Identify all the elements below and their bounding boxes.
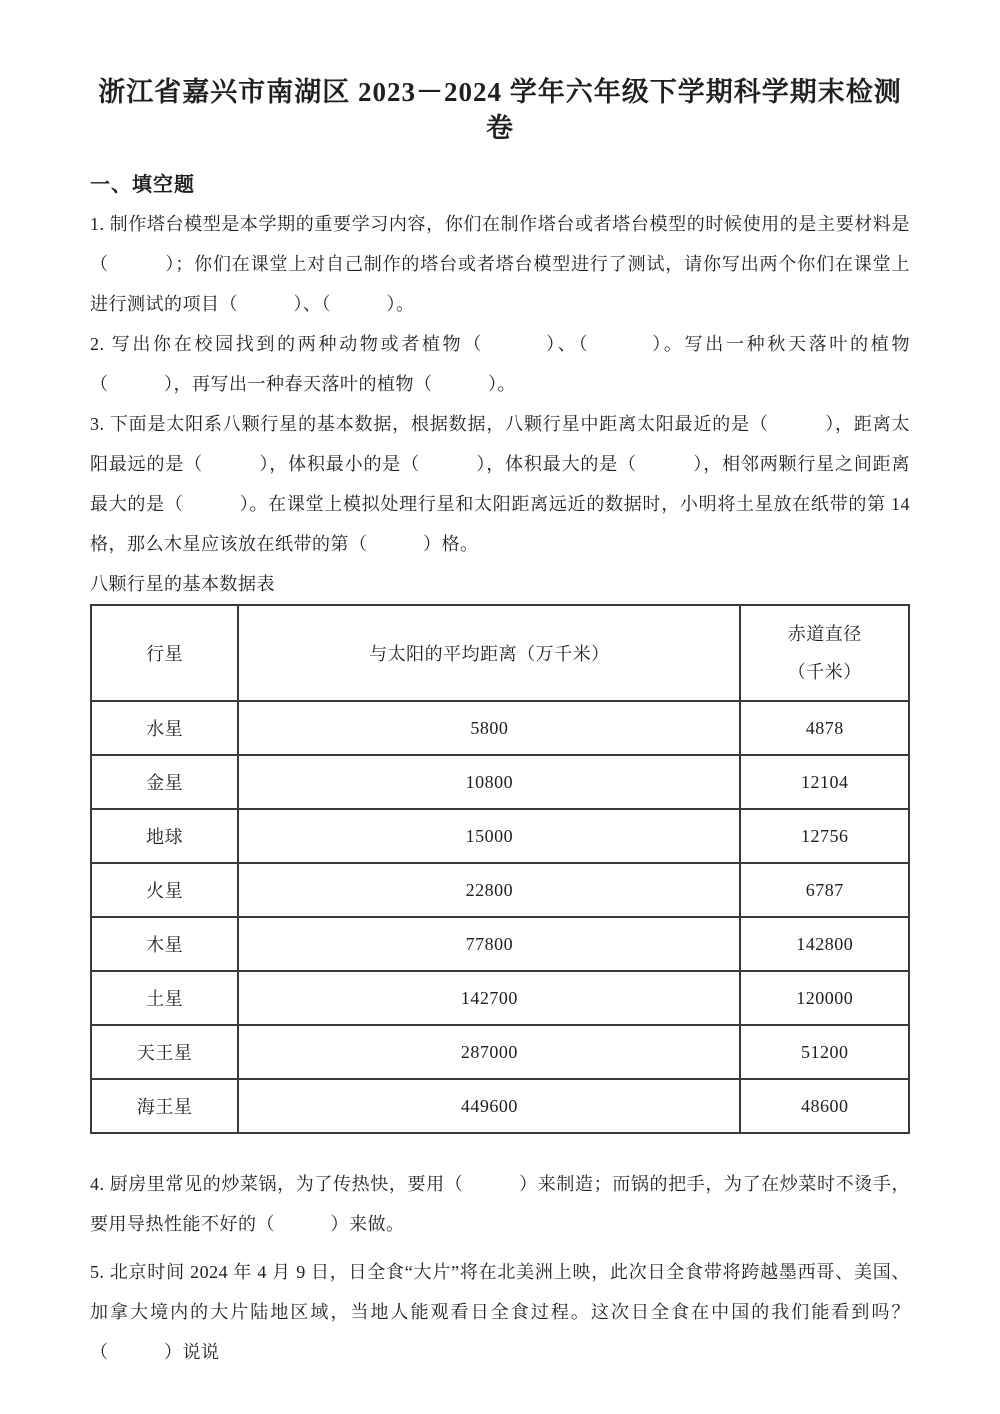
column-header-planet: 行星 <box>91 605 238 701</box>
cell-diameter: 6787 <box>740 863 909 917</box>
cell-diameter: 142800 <box>740 917 909 971</box>
cell-distance: 449600 <box>238 1079 740 1133</box>
cell-distance: 22800 <box>238 863 740 917</box>
cell-distance: 5800 <box>238 701 740 755</box>
table-row-earth <box>91 809 909 863</box>
cell-planet: 地球 <box>91 809 238 863</box>
cell-diameter: 4878 <box>740 701 909 755</box>
column-header-diameter-line1: 赤道直径 <box>787 624 862 644</box>
table-row-neptune <box>91 1079 909 1133</box>
cell-planet: 水星 <box>91 701 238 755</box>
cell-planet: 火星 <box>91 863 238 917</box>
column-header-diameter <box>740 605 909 701</box>
cell-distance: 15000 <box>238 809 740 863</box>
cell-distance: 77800 <box>238 917 740 971</box>
cell-distance: 10800 <box>238 755 740 809</box>
question-5: 5. 北京时间 2024 年 4 月 9 日，日全食“大片”将在北美洲上映，此次日全食带将跨越墨西哥、美国、加拿大境内的大片陆地区域，当地人能观看日全食过程。这次日全食在中国的我们能看到吗？（ ）说说 <box>90 1262 910 1362</box>
table-header-row <box>91 605 909 701</box>
planets-data-table <box>90 604 910 1134</box>
cell-planet: 天王星 <box>91 1025 238 1079</box>
cell-planet: 木星 <box>91 917 238 971</box>
question-2: 2. 写出你在校园找到的两种动物或者植物（ ）、（ ）。写出一种秋天落叶的植物（ ），再写出一种春天落叶的植物（ ）。 <box>90 334 910 394</box>
cell-distance: 287000 <box>238 1025 740 1079</box>
table-row-uranus <box>91 1025 909 1079</box>
column-header-diameter-line2: （千米） <box>787 662 862 682</box>
question-4: 4. 厨房里常见的炒菜锅，为了传热快，要用（ ）来制造；而锅的把手，为了在炒菜时不烫手，要用导热性能不好的（ ）来做。 <box>90 1174 910 1234</box>
cell-diameter: 48600 <box>740 1079 909 1133</box>
cell-planet: 土星 <box>91 971 238 1025</box>
table-row-mercury <box>91 701 909 755</box>
table-row-venus <box>91 755 909 809</box>
table-row-jupiter <box>91 917 909 971</box>
cell-planet: 金星 <box>91 755 238 809</box>
table-row-mars <box>91 863 909 917</box>
table-caption: 八颗行星的基本数据表 <box>90 574 275 594</box>
question-3: 3. 下面是太阳系八颗行星的基本数据，根据数据，八颗行星中距离太阳最近的是（ ），距离太阳最远的是（ ），体积最小的是（ ），体积最大的是（ ），相邻两颗行星之间距离最大的是（ ）。在课堂上模拟处理行星和太阳距离远近的数据时，小明将土星放在纸带的第 14 格，那么木星应该放在纸带的第（ ）格。 <box>90 414 910 554</box>
cell-diameter: 12756 <box>740 809 909 863</box>
section-heading-fill-in-blanks: 一、填空题 <box>90 174 195 196</box>
page-title: 浙江省嘉兴市南湖区 2023－2024 学年六年级下学期科学期末检测卷 <box>98 77 902 143</box>
cell-diameter: 12104 <box>740 755 909 809</box>
cell-planet: 海王星 <box>91 1079 238 1133</box>
cell-diameter: 51200 <box>740 1025 909 1079</box>
cell-distance: 142700 <box>238 971 740 1025</box>
column-header-distance: 与太阳的平均距离（万千米） <box>238 605 740 701</box>
table-row-saturn <box>91 971 909 1025</box>
question-1: 1. 制作塔台模型是本学期的重要学习内容，你们在制作塔台或者塔台模型的时候使用的是主要材料是（ ）；你们在课堂上对自己制作的塔台或者塔台模型进行了测试，请你写出两个你们在课堂上进行测试的项目（ ）、（ ）。 <box>90 214 910 314</box>
cell-diameter: 120000 <box>740 971 909 1025</box>
